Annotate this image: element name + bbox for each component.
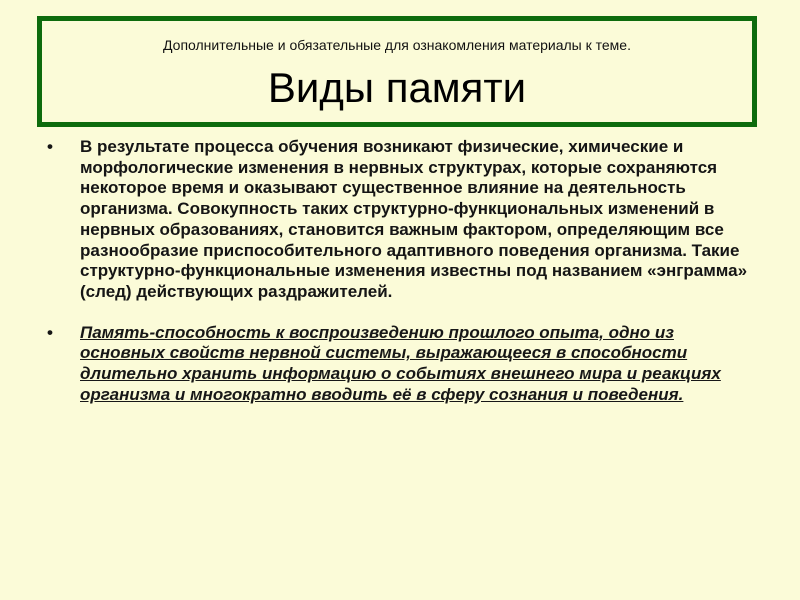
bullet-marker: • — [47, 137, 53, 156]
title-frame — [37, 16, 757, 127]
slide-subtitle: Дополнительные и обязательные для ознакомления материалы к теме. — [163, 37, 631, 53]
bullet-marker: • — [47, 322, 53, 342]
bullet-engram-text: В результате процесса обучения возникают физические, химические и морфологические изменения в нервных структурах, которые сохраняются некоторое время и оказывают существенное влияние на деятельность организма. Совокупность таких структурно-функциональных изменений в нервных образованиях, становится важным фактором, определяющим все разнообразие приспособительного адаптивного поведения организма. Такие структурно-функциональные изменения известны под названием «энграмма» (след) действующих раздражителей. — [80, 137, 748, 301]
slide-content — [45, 137, 755, 405]
bullet-engram — [45, 137, 755, 303]
slide-title: Виды памяти — [267, 64, 527, 111]
bullet-memory-definition — [45, 323, 755, 406]
memory-definition-text: Память-способность к воспроизведению прошлого опыта, одно из основных свойств нервной системы, выражающееся в способности длительно хранить информацию о событиях внешнего мира и реакциях организма и многократно вводить её в сферу сознания и поведения. — [80, 322, 721, 404]
